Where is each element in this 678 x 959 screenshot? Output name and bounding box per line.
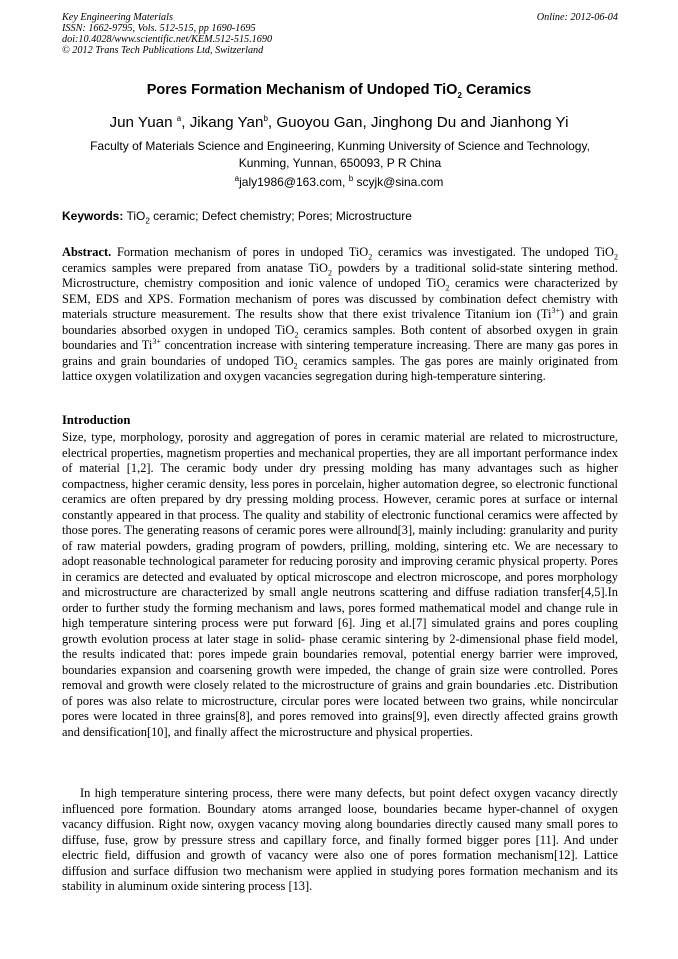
issn-line: ISSN: 1662-9795, Vols. 512-515, pp 1690-1695 (62, 23, 256, 34)
abstract: Abstract. Formation mechanism of pores in undoped TiO$_2$ ceramics was investigated. The undoped TiO$_2$ ceramics samples were prepared from anatase TiO$_2$ powders by a traditional solid-state sintering method. Microstructure, chemistry composition and ionic valence of undoped TiO$_2$ ceramics were characterized by SEM, EDS and XPS. Formation mechanism of pores was discussed by combination defect chemistry with materials structure measurement. The results show that there exist trivalence Titanium ion $(Ti^{3+})$ and grain boundaries absorbed oxygen in undoped TiO$_2$ ceramics samples. Both content of absorbed oxygen in grain boundaries and $Ti^{3+}$ concentration increase with sintering temperature increasing. There are many gas pores in grains and grain boundaries of undoped TiO$_2$ ceramics samples. The gas pores are mainly originated from lattice oxygen volatilization and oxygen vacancies segregation during high-temperature sintering. (62, 245, 618, 383)
journal-header (62, 12, 618, 56)
author-list: Jun Yuan $^a$, Jikang Yan$^b$, Guoyou Gan, Jinghong Du and Jianhong Yi (109, 113, 569, 131)
intro-paragraph-2: In high temperature sintering process, there were many defects, but point defect oxygen vacancy directly influenced pore formation. Boundary atoms arranged loose, boundaries became hyper-channel of oxygen vacancy diffusion. Right now, oxygen vacancy moving along boundaries directly caused many small pores to diffuse, fuse, grow by pressure stress and capillary force, and finally formed bigger pores [11]. And under electric field, diffusion and growth of vacancy were also one of pores formation mechanism[12]. Lattice diffusion and surface diffusion two mechanism were applied in studying pores formation mechanism and its stability in aluminum oxide sintering process [13]. (62, 786, 618, 893)
section-heading-introduction: Introduction (62, 413, 131, 427)
affiliation: Faculty of Materials Science and Engineering, Kunming University of Science and Technology, Kunming, Yunnan, 650093, P R China (90, 139, 590, 170)
keywords: Keywords: TiO$_2$ ceramic; Defect chemistry; Pores; Microstructure (62, 209, 412, 226)
online-date: Online: 2012-06-04 (536, 12, 618, 23)
paper-title: Pores Formation Mechanism of Undoped TiO$_2$ Ceramics (146, 82, 532, 100)
journal-name: Key Engineering Materials (62, 12, 173, 23)
intro-paragraph-1: Size, type, morphology, porosity and aggregation of pores in ceramic material are related to microstructure, electrical properties, magnetism properties and mechanical properties, they are all important performance index of material [1,2]. The ceramic body under dry pressing molding has many advantages such as higher compactness, higher ceramic density, less pores in porcelain, higher automation degree, so electronic functional ceramics are often prepared by dry pressing molding process. However, ceramic pores at surface or internal constantly appeared in that process. The quality and stability of electronic functional ceramics were affected by those pores. The generating reasons of ceramic pores were allround[3], mainly including: granularity and purity of raw material powders, grading program of powders, prilling, molding, sintering etc. We are necessary to adopt reasonable technological parameter for reducing porosity and improving ceramic physical property. Pores in ceramics are detected and evaluated by optical microscope and electron microscope, and pores morphology and microstructure are characterized by small angle neutrons scattering and diffuse radiation transfer[4,5].In order to further study the forming mechanism and laws, pores formed mathematical model and change rule in high temperature sintering process were put forward [6]. Jing et al.[7] simulated grains and pores coupling growth evolution process at later stage in solid- phase ceramic sintering by 2-dimensional phase field model, the results indicated that: pores impede grain boundaries removal, potential energy barrier were improved, boundaries expansion and coarsening growth were impeded, the change of grain size were controlled. Pores removal and growth were closely related to the microstructure of grains and grain boundaries .etc. Distribution of pores was also relate to microstructure, circular pores were located between two grains, while noncircular pores were located in three grains[8], and pores removed into grains[9], even directly affected grains growth and densification[10], and finally affect the microstructure and physical properties. (62, 430, 618, 739)
doi-line: doi:10.4028/www.scientific.net/KEM.512-515.1690 (62, 34, 273, 45)
copyright-line: © 2012 Trans Tech Publications Ltd, Switzerland (62, 45, 264, 56)
author-emails: $^a$jaly1986@163.com, $^b$ scyjk@sina.com (234, 174, 444, 189)
